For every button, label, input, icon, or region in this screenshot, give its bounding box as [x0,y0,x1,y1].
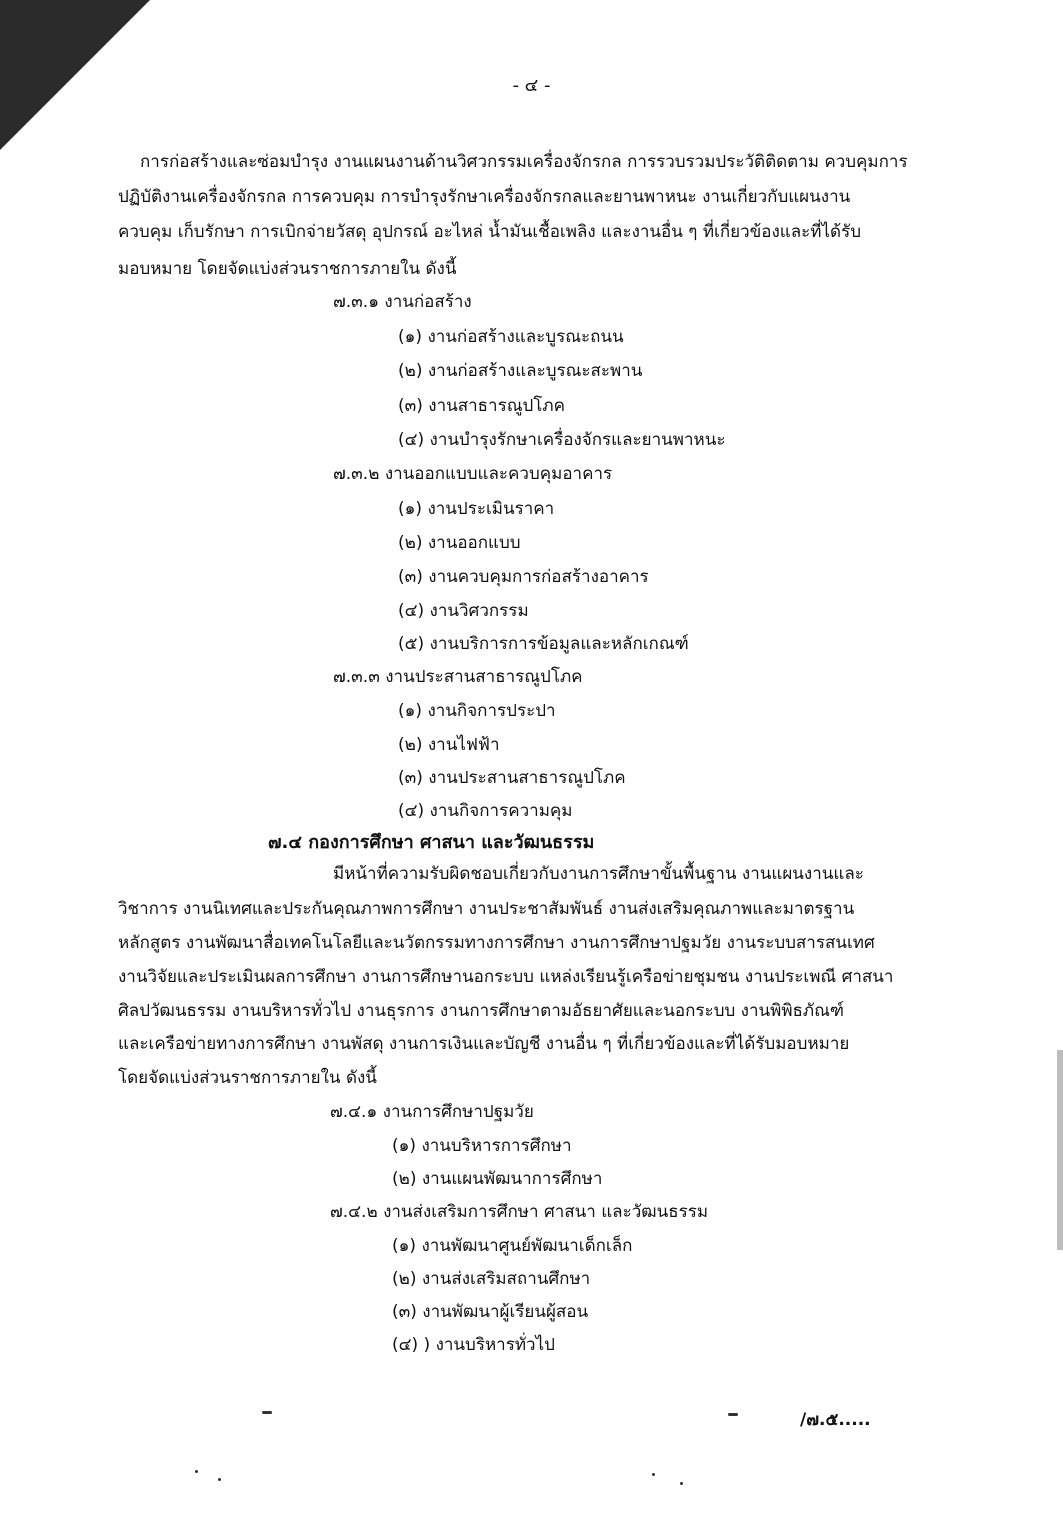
scan-mark [262,1411,272,1414]
section-741-title: ๗.๔.๑ งานการศึกษาปฐมวัย [330,1102,534,1122]
s733-item-4: (๔) งานกิจการความคุม [398,801,573,821]
s732-item-3: (๓) งานควบคุมการก่อสร้างอาคาร [398,567,649,587]
s74-line-3: หลักสูตร งานพัฒนาสื่อเทคโนโลยีและนวัตกรรมทางการศึกษา งานการศึกษาปฐมวัย งานระบบสารสนเทศ [118,933,875,953]
s733-item-2: (๒) งานไฟฟ้า [398,735,500,755]
s731-item-4: (๔) งานบำรุงรักษาเครื่องจักรและยานพาหนะ [398,430,726,450]
s732-item-1: (๑) งานประเมินราคา [398,499,555,519]
scan-speck [652,1473,655,1476]
s74-line-2: วิชาการ งานนิเทศและประกันคุณภาพการศึกษา งานประชาสัมพันธ์ งานส่งเสริมคุณภาพและมาตรฐาน [118,899,855,919]
scan-speck [195,1470,198,1473]
s74-line-7: โดยจัดแบ่งส่วนราชการภายใน ดังนี้ [118,1068,377,1088]
next-page-reference: /๗.๕..... [800,1410,871,1430]
s731-item-2: (๒) งานก่อสร้างและบูรณะสะพาน [398,361,643,381]
scan-speck [218,1478,221,1481]
s742-item-3: (๓) งานพัฒนาผู้เรียนผู้สอน [392,1302,589,1322]
intro-line-1: การก่อสร้างและซ่อมบำรุง งานแผนงานด้านวิศวกรรมเครื่องจักรกล การรวบรวมประวัติติดตาม ควบคุมการ [140,152,908,172]
section-733-title: ๗.๓.๓ งานประสานสาธารณูปโภค [333,667,583,687]
s731-item-1: (๑) งานก่อสร้างและบูรณะถนน [398,327,624,347]
page-number: - ๔ - [512,75,551,96]
intro-line-2: ปฏิบัติงานเครื่องจักรกล การควบคุม การบำรุงรักษาเครื่องจักรกลและยานพาหนะ งานเกี่ยวกับแผนงาน [118,187,851,207]
intro-line-4: มอบหมาย โดยจัดแบ่งส่วนราชการภายใน ดังนี้ [118,259,457,279]
section-742-title: ๗.๔.๒ งานส่งเสริมการศึกษา ศาสนา และวัฒนธรรม [330,1202,709,1222]
s732-item-2: (๒) งานออกแบบ [398,533,521,553]
s742-item-4: (๔) ) งานบริหารทั่วไป [392,1335,555,1355]
s741-item-2: (๒) งานแผนพัฒนาการศึกษา [392,1169,603,1189]
s741-item-1: (๑) งานบริหารการศึกษา [392,1136,572,1156]
scan-speck [680,1482,683,1485]
s733-item-1: (๑) งานกิจการประปา [398,701,556,721]
section-731-title: ๗.๓.๑ งานก่อสร้าง [333,292,472,312]
scan-mark [728,1413,738,1416]
s732-item-5: (๕) งานบริการการข้อมูลและหลักเกณฑ์ [398,634,689,654]
s733-item-3: (๓) งานประสานสาธารณูปโภค [398,768,626,788]
s742-item-1: (๑) งานพัฒนาศูนย์พัฒนาเด็กเล็ก [392,1236,633,1256]
s731-item-3: (๓) งานสาธารณูปโภค [398,396,566,416]
s74-line-6: และเครือข่ายทางการศึกษา งานพัสดุ งานการเงินและบัญชี งานอื่น ๆ ที่เกี่ยวข้องและที่ได้รับมอบหมาย [118,1034,850,1054]
s732-item-4: (๔) งานวิศวกรรม [398,601,529,621]
section-732-title: ๗.๓.๒ งานออกแบบและควบคุมอาคาร [333,464,613,484]
section-74-heading: ๗.๔ กองการศึกษา ศาสนา และวัฒนธรรม [268,832,595,853]
scan-edge-shadow [1057,1050,1063,1250]
s74-line-1: มีหน้าที่ความรับผิดชอบเกี่ยวกับงานการศึกษาขั้นพื้นฐาน งานแผนงานและ [333,864,864,884]
intro-line-3: ควบคุม เก็บรักษา การเบิกจ่ายวัสดุ อุปกรณ์ อะไหล่ น้ำมันเชื้อเพลิง และงานอื่น ๆ ที่เกี่ยวข้องและที่ได้รับ [118,222,861,242]
s74-line-4: งานวิจัยและประเมินผลการศึกษา งานการศึกษานอกระบบ แหล่งเรียนรู้เครือข่ายชุมชน งานประเพณี ศาสนา [118,967,894,987]
s742-item-2: (๒) งานส่งเสริมสถานศึกษา [392,1269,591,1289]
s74-line-5: ศิลปวัฒนธรรม งานบริหารทั่วไป งานธุรการ งานการศึกษาตามอัธยาศัยและนอกระบบ งานพิพิธภัณฑ์ [118,1001,845,1021]
